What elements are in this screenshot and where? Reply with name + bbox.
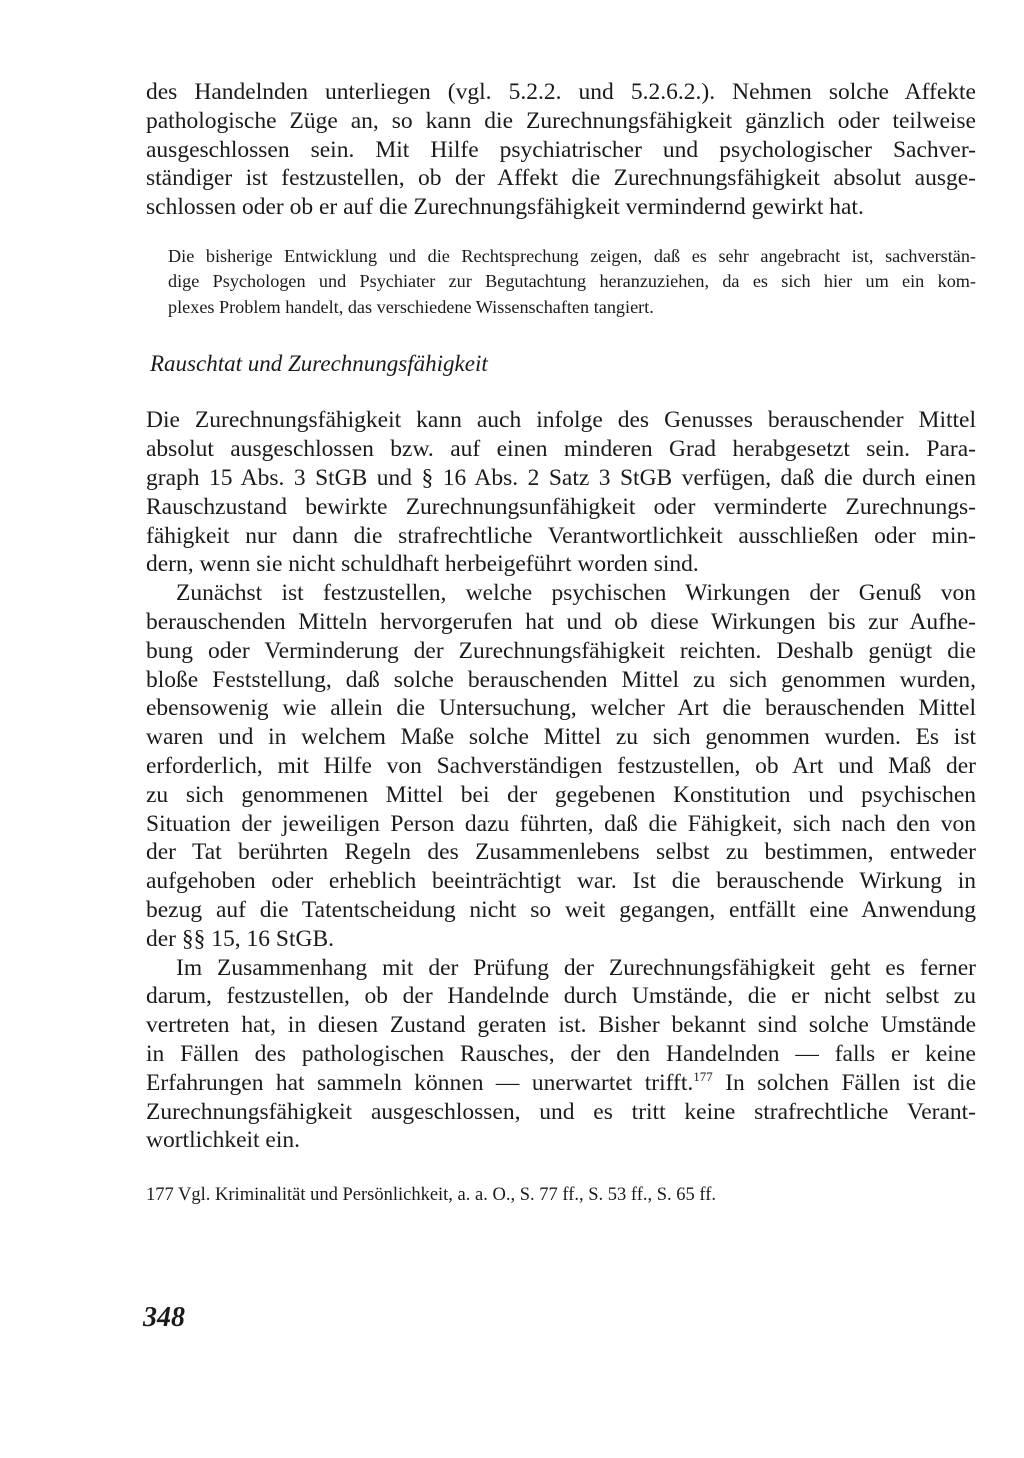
paragraph-umstaende xyxy=(146,954,976,1156)
text-line: fähigkeit nur dann die strafrechtliche Verantwortlichkeit ausschließen oder min- xyxy=(146,522,976,549)
text-line: bezug auf die Tatentscheidung nicht so weit gegangen, entfällt eine Anwendung xyxy=(146,897,976,924)
text-line: absolut ausgeschlossen bzw. auf einen minderen Grad herabgesetzt sein. Para- xyxy=(146,436,976,463)
note-line: dige Psychologen und Psychiater zur Begutachtung heranzuziehen, da es sich hier um ein kom- xyxy=(168,271,976,292)
text-line-with-footnote-ref xyxy=(146,1069,976,1098)
text-line: berauschenden Mitteln hervorgerufen hat und ob diese Wirkungen bis zur Aufhe- xyxy=(146,609,976,636)
page-number: 348 xyxy=(143,1302,185,1333)
footnote: 177 Vgl. Kriminalität und Persönlichkeit, a. a. O., S. 77 ff., S. 53 ff., S. 65 ff. xyxy=(146,1185,717,1206)
paragraph-rauschtat-intro xyxy=(146,406,976,579)
text-line: des Handelnden unterliegen (vgl. 5.2.2. und 5.2.6.2.). Nehmen solche Affekte xyxy=(146,79,976,105)
text-line: der §§ 15, 16 StGB. xyxy=(146,925,334,952)
text-line: Im Zusammenhang mit der Prüfung der Zurechnungsfähigkeit geht es ferner xyxy=(176,954,976,981)
text-line: vertreten hat, in diesen Zustand geraten ist. Bisher bekannt sind solche Umstände xyxy=(146,1012,976,1039)
text-line: bung oder Verminderung der Zurechnungsfähigkeit reichten. Deshalb genügt die xyxy=(146,637,976,664)
text-line: Zunächst ist festzustellen, welche psychischen Wirkungen der Genuß von xyxy=(176,580,976,607)
text-line: dern, wenn sie nicht schuldhaft herbeigeführt worden sind. xyxy=(146,551,699,578)
paragraph-wirkungen xyxy=(146,579,976,953)
paragraph-affekte xyxy=(146,78,976,222)
text-line: ebensowenig wie allein die Untersuchung, welcher Art die berauschenden Mittel xyxy=(146,695,976,722)
text-line: Die Zurechnungsfähigkeit kann auch infolge des Genusses berauschender Mittel xyxy=(146,407,976,434)
footnote-reference: 177 xyxy=(693,1068,713,1084)
text-line: Zurechnungsfähigkeit ausgeschlossen, und es tritt keine strafrechtliche Verant- xyxy=(146,1098,976,1125)
text-segment: Erfahrungen hat sammeln können — unerwartet trifft. xyxy=(146,1069,694,1096)
text-line: graph 15 Abs. 3 StGB und § 16 Abs. 2 Satz 3 StGB verfügen, daß die durch einen xyxy=(146,465,976,492)
text-line: wortlichkeit ein. xyxy=(146,1127,301,1154)
page-content xyxy=(146,78,976,1207)
note-line: Die bisherige Entwicklung und die Rechtsprechung zeigen, daß es sehr angebracht ist, sachverstän- xyxy=(168,245,976,266)
text-segment: In solchen Fällen ist die xyxy=(712,1069,976,1096)
text-line: ausgeschlossen sein. Mit Hilfe psychiatrischer und psychologischer Sachver- xyxy=(146,136,976,163)
text-line: Situation der jeweiligen Person dazu führten, daß die Fähigkeit, sich nach den von xyxy=(146,810,976,837)
text-line: ständiger ist festzustellen, ob der Affekt die Zurechnungsfähigkeit absolut ausge- xyxy=(146,165,976,192)
text-line: Rauschzustand bewirkte Zurechnungsunfähigkeit oder verminderte Zurechnungs- xyxy=(146,493,976,520)
text-line: darum, festzustellen, ob der Handelnde durch Umstände, die er nicht selbst zu xyxy=(146,983,976,1010)
section-heading: Rauschtat und Zurechnungsfähigkeit xyxy=(150,351,488,377)
note-line: plexes Problem handelt, das verschiedene Wissenschaften tangiert. xyxy=(168,296,654,317)
text-line: schlossen oder ob er auf die Zurechnungsfähigkeit vermindernd gewirkt hat. xyxy=(146,194,864,221)
text-line: aufgehoben oder erheblich beeinträchtigt war. Ist die berauschende Wirkung in xyxy=(146,868,976,895)
text-line: der Tat berührten Regeln des Zusammenlebens selbst zu bestimmen, entweder xyxy=(146,839,976,866)
text-line: bloße Feststellung, daß solche berauschenden Mittel zu sich genommen wurden, xyxy=(146,666,976,693)
text-line: zu sich genommenen Mittel bei der gegebenen Konstitution und psychischen xyxy=(146,781,976,808)
text-line: erforderlich, mit Hilfe von Sachverständigen festzustellen, ob Art und Maß der xyxy=(146,753,976,780)
text-line: waren und in welchem Maße solche Mittel zu sich genommen wurden. Es ist xyxy=(146,724,976,751)
small-print-note xyxy=(168,244,976,321)
text-line: in Fällen des pathologischen Rausches, der den Handelnden — falls er keine xyxy=(146,1041,976,1068)
text-line: pathologische Züge an, so kann die Zurechnungsfähigkeit gänzlich oder teilweise xyxy=(146,107,976,134)
